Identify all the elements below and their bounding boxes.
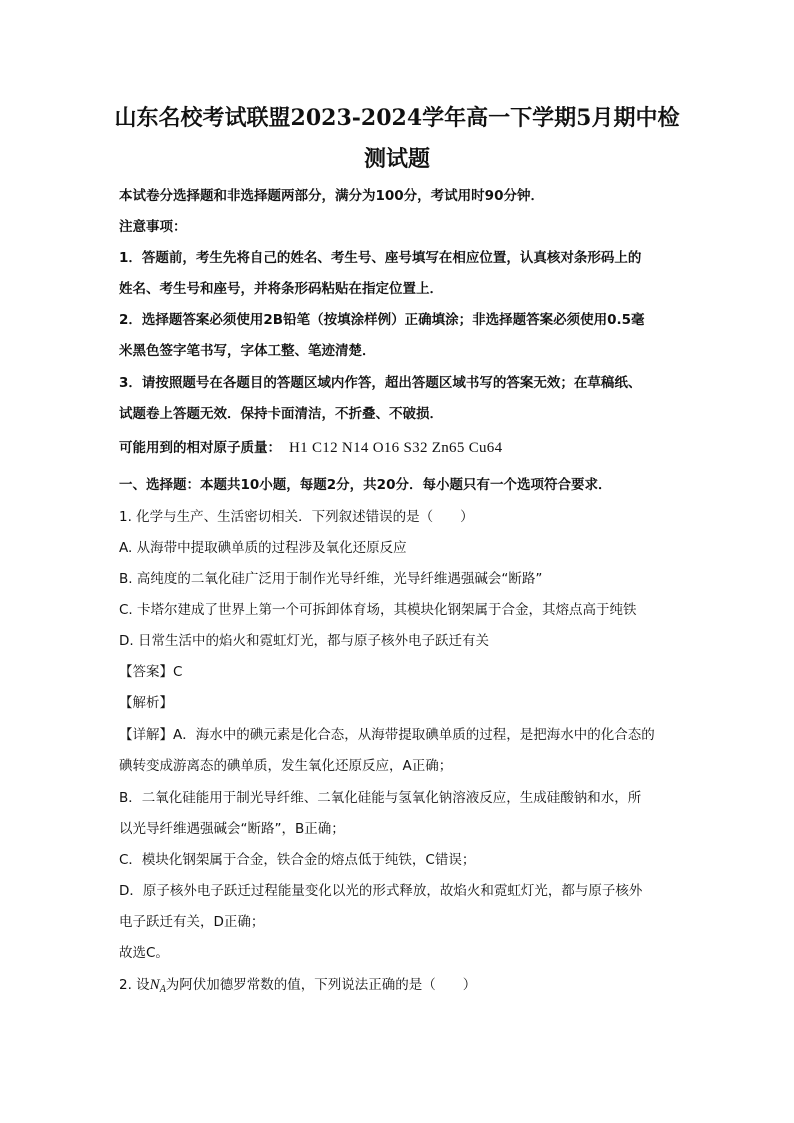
question-1-option-c: C. 卡塔尔建成了世界上第一个可拆卸体育场，其模块化钢架属于合金，其熔点高于纯铁 xyxy=(119,602,637,618)
page-title-line-2: 测试题 xyxy=(363,146,430,172)
atomic-mass-values: H1 C12 N14 O16 S32 Zn65 Cu64 xyxy=(289,440,503,456)
notice-3-line-2: 试题卷上答题无效．保持卡面清洁，不折叠、不破损． xyxy=(119,406,443,422)
page-title-line-1: 山东名校考试联盟2023-2024学年高一下学期5月期中检 xyxy=(114,105,680,131)
notice-1-line-1: 1．答题前，考生先将自己的姓名、考生号、座号填写在相应位置，认真核对条形码上的 xyxy=(119,250,642,266)
question-1-detail-1-line-2: 碘转变成游离态的碘单质，发生氧化还原反应，A正确； xyxy=(119,758,453,774)
notice-3-line-1: 3．请按照题号在各题目的答题区域内作答，超出答题区域书写的答案无效；在草稿纸、 xyxy=(119,375,642,391)
notice-2-line-1: 2．选择题答案必须使用2B铅笔（按填涂样例）正确填涂；非选择题答案必须使用0.5毫 xyxy=(119,312,645,328)
question-1-detail-1-line-1: 【详解】A．海水中的碘元素是化合态，从海带提取碘单质的过程，是把海水中的化合态的 xyxy=(119,727,655,743)
notice-1-line-2: 姓名、考生号和座号，并将条形码粘贴在指定位置上． xyxy=(119,281,443,297)
section-1-heading: 一、选择题：本题共10小题，每题2分，共20分．每小题只有一个选项符合要求． xyxy=(119,477,612,493)
question-2-number: 2. 设 xyxy=(119,977,150,993)
notice-2-line-2: 米黑色签字笔书写，字体工整、笔迹清楚． xyxy=(119,343,376,359)
atomic-mass-label: 可能用到的相对原子质量： xyxy=(119,440,281,456)
question-1-detail-2-line-2: 以光导纤维遇强碱会“断路”，B正确； xyxy=(119,821,345,837)
question-1-stem: 1. 化学与生产、生活密切相关．下列叙述错误的是（ ） xyxy=(119,509,474,525)
question-1-analysis-heading: 【解析】 xyxy=(119,695,173,711)
question-2-stem-text: 为阿伏加德罗常数的值，下列说法正确的是（ ） xyxy=(165,977,477,993)
question-1-detail-2-line-1: B．二氧化硅能用于制光导纤维、二氧化硅能与氢氧化钠溶液反应，生成硅酸钠和水，所 xyxy=(119,790,642,806)
question-1-answer: 【答案】C xyxy=(119,664,183,680)
exam-info: 本试卷分选择题和非选择题两部分，满分为100分，考试用时90分钟． xyxy=(119,188,544,204)
notice-heading: 注意事项： xyxy=(119,219,187,235)
question-1-option-d: D. 日常生活中的焰火和霓虹灯光，都与原子核外电子跃迁有关 xyxy=(119,633,489,649)
question-1-option-b: B. 高纯度的二氧化硅广泛用于制作光导纤维，光导纤维遇强碱会“断路” xyxy=(119,571,543,587)
question-1-conclusion: 故选C。 xyxy=(119,945,169,961)
question-1-detail-3: C．模块化钢架属于合金，铁合金的熔点低于纯铁，C错误； xyxy=(119,852,476,868)
question-1-option-a: A. 从海带中提取碘单质的过程涉及氧化还原反应 xyxy=(119,540,407,556)
atomic-mass-row xyxy=(119,438,689,458)
question-2-stem xyxy=(119,975,689,1000)
question-1-detail-4-line-2: 电子跃迁有关，D正确； xyxy=(119,914,265,930)
question-1-detail-4-line-1: D．原子核外电子跃迁过程能量变化以光的形式释放，故焰火和霓虹灯光，都与原子核外 xyxy=(119,883,643,899)
avogadro-subscript: A xyxy=(159,984,166,995)
avogadro-symbol: N xyxy=(149,977,160,993)
